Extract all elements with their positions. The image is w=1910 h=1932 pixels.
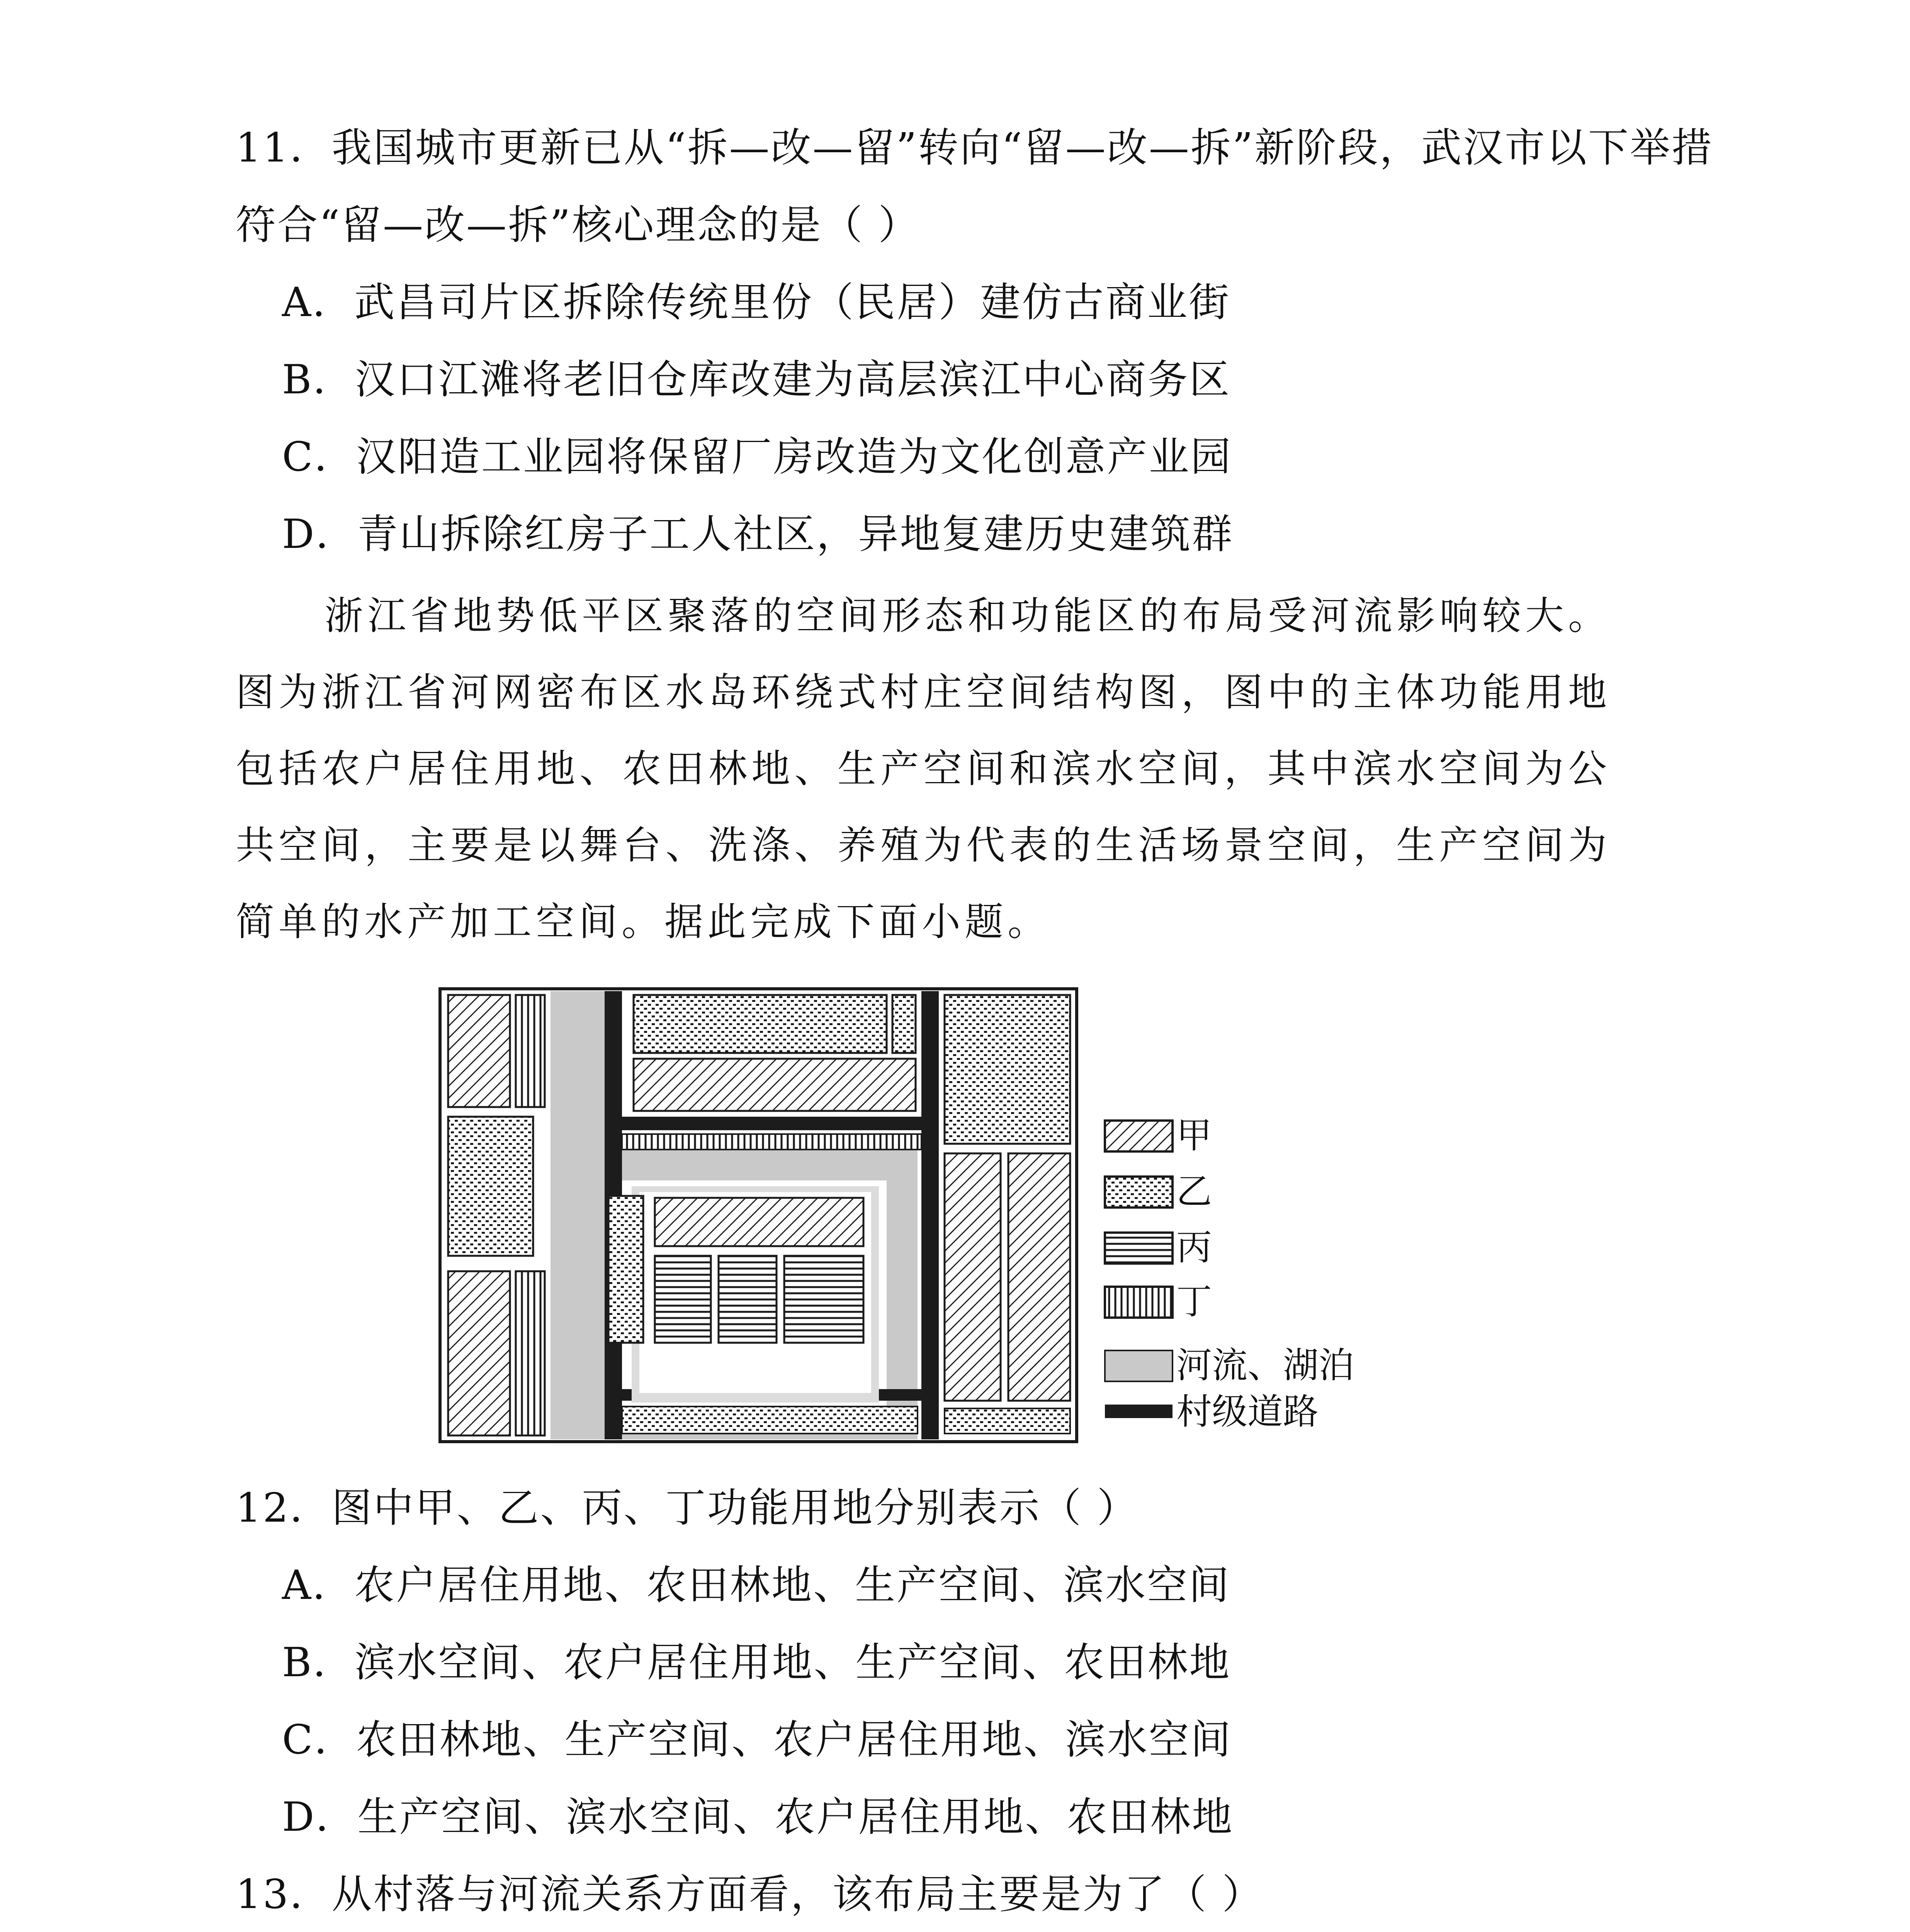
q11-option-a: A．武昌司片区拆除传统里份（民居）建仿古商业街 (282, 279, 1231, 326)
figure-legend (1105, 1115, 1354, 1432)
q11-stem-line2: 符合“留—改—拆”核心理念的是（ ） (236, 201, 920, 248)
road-north (605, 1117, 939, 1130)
legend-swatch-yi (1105, 1177, 1173, 1208)
q12-stem: 12．图中甲、乙、丙、丁功能用地分别表示（ ） (236, 1484, 1139, 1531)
road-east (921, 991, 939, 1439)
passage-village-layout: 浙江省地势低平区聚落的空间形态和功能区的布局受河流影响较大。图为浙江省河网密布区水岛环绕式村庄空间结构图，图中的主体功能用地包括农户居住用地、农田林地、生产空间和滨水空间，其中滨水空间为公共空间，主要是以舞台、洗涤、养殖为代表的生活场景空间，生产空间为简单的水产加工空间。据此完成下面小题。 (236, 593, 1611, 944)
q12-option-d: D．生产空间、滨水空间、农户居住用地、农田林地 (282, 1793, 1234, 1840)
q13-stem: 13．从村落与河流关系方面看，该布局主要是为了（ ） (236, 1871, 1264, 1918)
legend-swatch-ding (1105, 1287, 1173, 1318)
legend-label-bing: 丙 (1176, 1227, 1212, 1268)
legend-swatch-road (1105, 1405, 1173, 1418)
legend-label-ding: 丁 (1176, 1281, 1212, 1322)
water-north-channel (601, 1150, 918, 1180)
legend-label-road: 村级道路 (1176, 1391, 1319, 1432)
legend-label-water: 河流、湖泊 (1176, 1345, 1354, 1386)
q12-option-b: B．滨水空间、农户居住用地、生产空间、农田林地 (282, 1639, 1231, 1686)
figure-map (440, 989, 1077, 1442)
legend-swatch-water (1105, 1350, 1173, 1381)
legend-label-yi: 乙 (1176, 1171, 1212, 1212)
q11-option-b: B．汉口江滩将老旧仓库改建为高层滨江中心商务区 (282, 356, 1231, 403)
legend-label-jia: 甲 (1176, 1115, 1212, 1156)
q11-option-c: C．汉阳造工业园将保留厂房改造为文化创意产业园 (282, 433, 1232, 480)
q12-option-a: A．农户居住用地、农田林地、生产空间、滨水空间 (282, 1561, 1231, 1609)
q12-option-c: C．农田林地、生产空间、农户居住用地、滨水空间 (282, 1716, 1232, 1763)
village-structure-figure (438, 987, 1404, 1451)
q11-option-d: D．青山拆除红房子工人社区，异地复建历史建筑群 (282, 510, 1234, 558)
q11-stem-line1: 11．我国城市更新已从“拆—改—留”转向“留—改—拆”新阶段，武汉市以下举措 (236, 124, 1714, 171)
legend-swatch-jia (1105, 1121, 1173, 1151)
legend-swatch-bing (1105, 1233, 1173, 1264)
